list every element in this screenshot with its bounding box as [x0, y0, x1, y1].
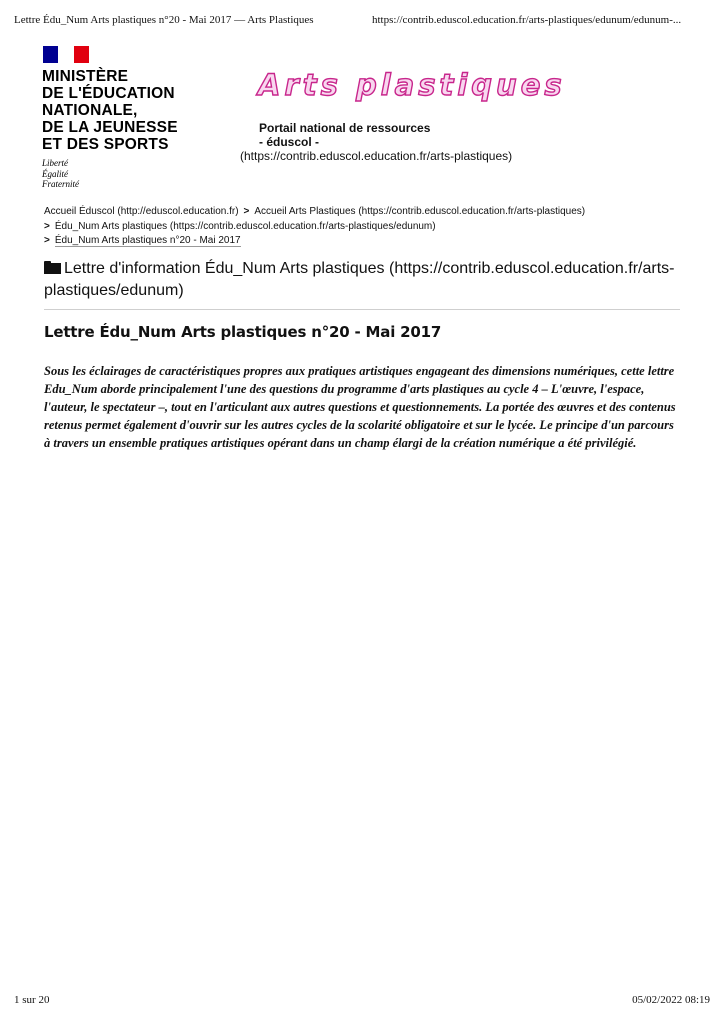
breadcrumb-separator: >: [44, 220, 50, 232]
portal-tagline: [240, 121, 540, 163]
ministry-line: MINISTÈRE: [42, 68, 129, 85]
breadcrumb-link[interactable]: Édu_Num Arts plastiques (https://contrib.eduscol.education.fr/arts-plastiques/edunum): [54, 220, 436, 232]
breadcrumb-link[interactable]: Accueil Arts Plastiques (https://contrib.eduscol.education.fr/arts-plastiques): [254, 206, 586, 217]
article-intro: Sous les éclairages de caractéristiques propres aux pratiques artistiques engageant des dimensions numériques, cette lettre Edu_Num aborde principalement l'une des questions du programme d'arts plastiques au cycle 4 – L'œuvre, l'espace, l'auteur, le spectateur –, tout en l'articulant aux autres questions et questionnements. La portée des œuvres et des contenus retenus permet également d'ouvrir sur les autres cycles de la scolarité obligatoire et sur le lycée. Le principe d'un parcours à travers un ensemble pratiques artistiques opérant dans un champ élargi de la création numérique a été privilégié.: [44, 364, 676, 450]
portal-line: - éduscol -: [259, 135, 320, 149]
breadcrumb: [44, 205, 684, 249]
motto-line: Liberté: [42, 158, 68, 168]
republic-motto: [42, 158, 242, 190]
print-footer: [0, 994, 724, 1010]
breadcrumb-separator: >: [243, 206, 250, 217]
page-number: 1 sur 20: [14, 994, 50, 1006]
ministry-line: DE L'ÉDUCATION: [42, 85, 175, 102]
folder-icon: [44, 261, 61, 274]
print-datetime: 05/02/2022 08:19: [632, 994, 710, 1006]
ministry-line: NATIONALE,: [42, 102, 138, 119]
site-brand-title[interactable]: Arts plastiques: [258, 68, 566, 102]
ministry-line: DE LA JEUNESSE: [42, 119, 178, 136]
print-header-url: https://contrib.eduscol.education.fr/arts-plastiques/edunum/edunum-...: [372, 14, 682, 26]
page-title: Lettre Édu_Num Arts plastiques n°20 - Mai 2017: [44, 323, 442, 341]
motto-line: Fraternité: [42, 179, 79, 189]
portal-line: Portail national de ressources: [259, 121, 431, 135]
ministry-name: [42, 68, 242, 153]
breadcrumb-current[interactable]: Édu_Num Arts plastiques n°20 - Mai 2017: [54, 235, 241, 246]
category-label[interactable]: Lettre d'information Édu_Num Arts plastiques (https://contrib.eduscol.education.fr/arts-plastiques/edunum): [44, 260, 675, 299]
ministry-logo[interactable]: [42, 46, 242, 190]
print-header: [0, 0, 724, 28]
category-link[interactable]: [44, 258, 684, 302]
flag-icon: [43, 46, 89, 63]
divider: [44, 309, 680, 310]
motto-line: Égalité: [42, 168, 68, 179]
ministry-line: ET DES SPORTS: [42, 136, 169, 153]
breadcrumb-separator: >: [44, 235, 50, 246]
print-header-title: Lettre Édu_Num Arts plastiques n°20 - Mai 2017 — Arts Plastiques: [14, 14, 314, 26]
breadcrumb-link[interactable]: Accueil Éduscol (http://eduscol.education.fr): [44, 206, 239, 217]
portal-link[interactable]: (https://contrib.eduscol.education.fr/arts-plastiques): [240, 149, 513, 163]
